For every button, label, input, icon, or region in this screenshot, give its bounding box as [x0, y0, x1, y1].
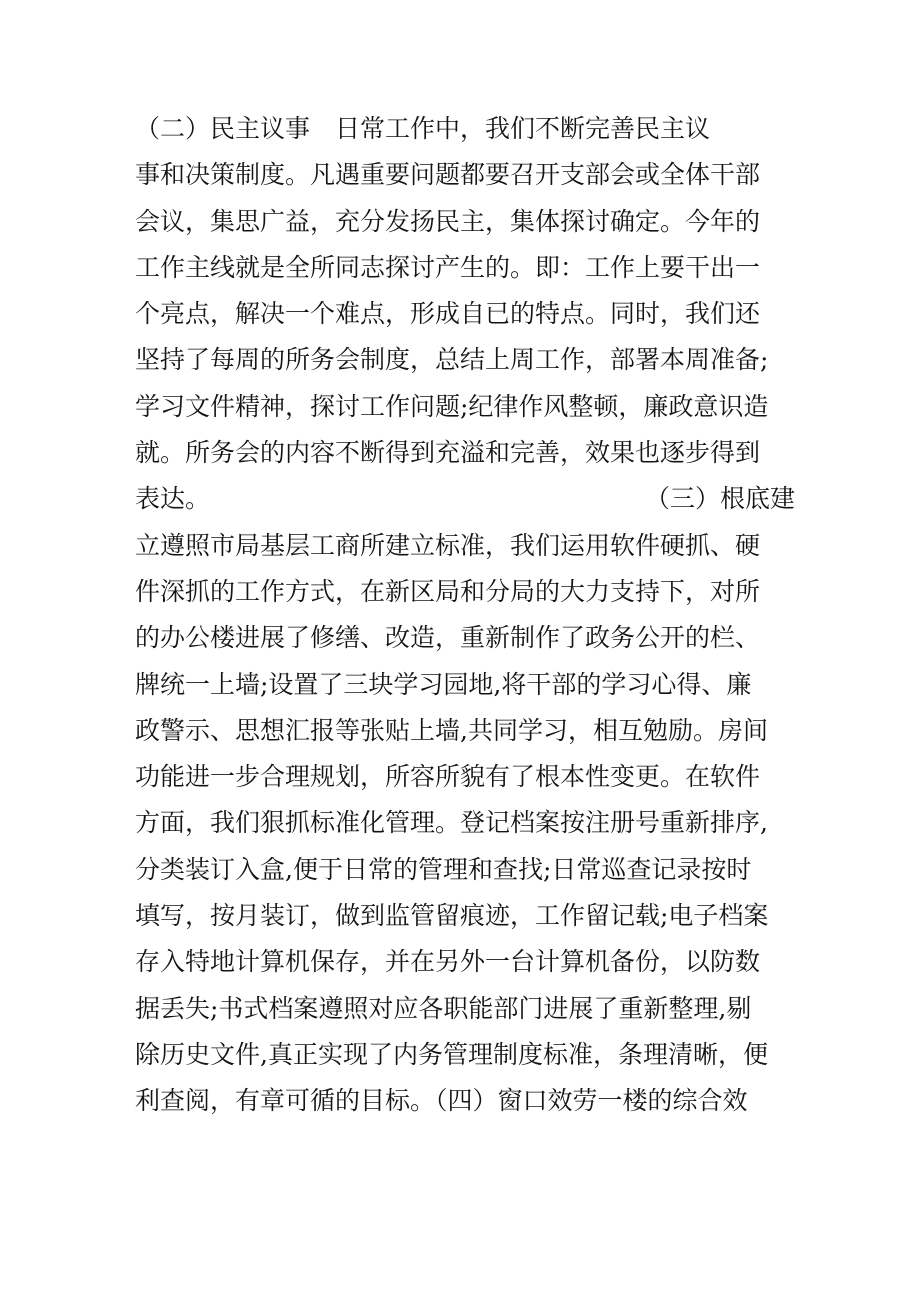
text-line-3: 会议，集思广益，充分发扬民主，集体探讨确定。今年的 — [135, 206, 761, 236]
text-line-10: 立遵照市局基层工商所建立标准，我们运用软件硬抓、硬 — [135, 530, 761, 560]
text-line-21: 除历史文件,真正实现了内务管理制度标准，条理清晰，便 — [135, 1039, 768, 1069]
text-line-20: 据丢失;书式档案遵照对应各职能部门进展了重新整理,剔 — [135, 993, 752, 1023]
text-line-13: 牌统一上墙;设置了三块学习园地,将干部的学习心得、廉 — [135, 669, 752, 699]
text-line-1: （二）民主议事 日常工作中，我们不断完善民主议 — [135, 114, 711, 143]
text-line-19: 存入特地计算机保存，并在另外一台计算机备份，以防数 — [135, 947, 761, 977]
text-line-17: 分类装订入盒,便于日常的管理和查找;日常巡查记录按时 — [135, 854, 752, 884]
text-line-5: 个亮点，解决一个难点，形成自已的特点。同时，我们还 — [135, 299, 761, 329]
text-line-2: 事和决策制度。凡遇重要问题都要召开支部会或全体干部 — [135, 160, 761, 190]
text-line-9 — [135, 476, 795, 522]
text-line-14: 政警示、思想汇报等张贴上墙,共同学习，相互勉励。房间 — [135, 715, 768, 745]
text-line-6: 坚持了每周的所务会制度，总结上周工作，部署本周准备; — [135, 345, 769, 375]
text-line-16: 方面，我们狠抓标准化管理。登记档案按注册号重新排序, — [135, 808, 768, 838]
text-line-12: 的办公楼进展了修缮、改造，重新制作了政务公开的栏、 — [135, 623, 761, 653]
text-line-8: 就。所务会的内容不断得到充溢和完善，效果也逐步得到 — [135, 438, 761, 468]
text-line-11: 件深抓的工作方式，在新区局和分局的大力支持下，对所 — [135, 576, 761, 606]
text-line-22: 利查阅，有章可循的目标。（四）窗口效劳一楼的综合效 — [135, 1086, 748, 1116]
paragraph-end-text: 表达。 — [135, 484, 211, 514]
body-text — [135, 106, 795, 1125]
text-line-15: 功能进一步合理规划，所容所貌有了根本性变更。在软件 — [135, 762, 761, 792]
section-heading-three: （三）根底建 — [644, 484, 795, 514]
text-line-4: 工作主线就是全所同志探讨产生的。即：工作上要干出一 — [135, 252, 761, 282]
text-line-7: 学习文件精神，探讨工作问题;纪律作风整顿，廉政意识造 — [135, 391, 769, 421]
text-line-18: 填写，按月装订，做到监管留痕迹，工作留记载;电子档案 — [135, 901, 769, 931]
